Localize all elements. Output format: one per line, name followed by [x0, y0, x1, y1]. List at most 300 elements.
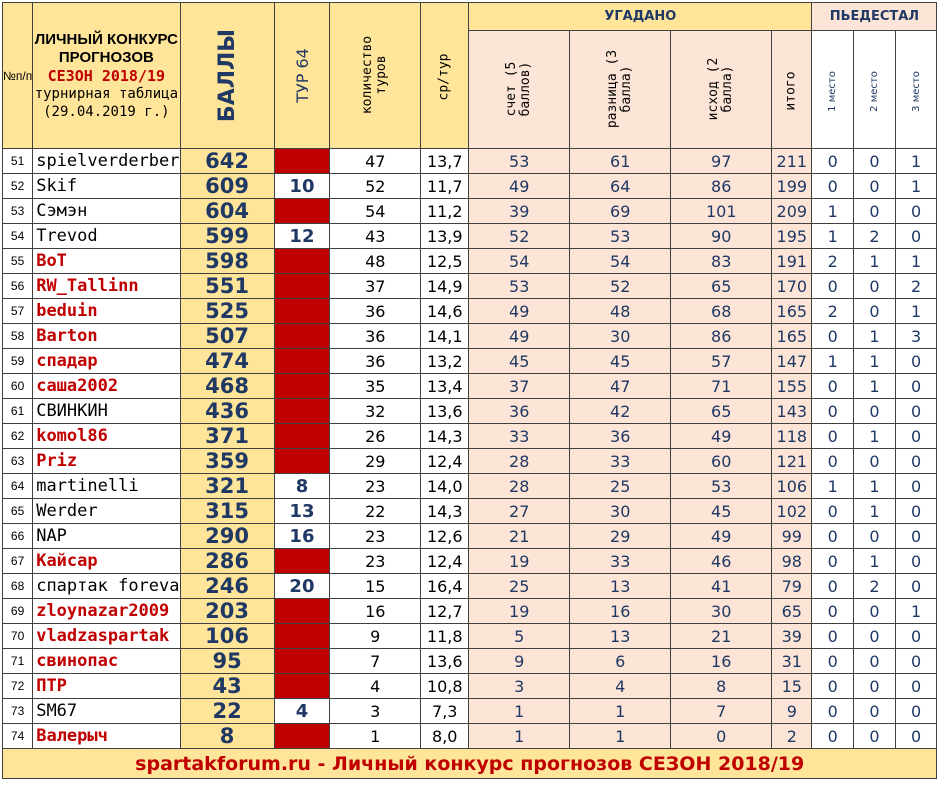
avg-header: [421, 3, 469, 149]
outcome-header: [671, 31, 772, 149]
place1-cell: 0: [812, 674, 854, 699]
tour-cell: [274, 724, 330, 749]
place3-cell: 1: [895, 599, 937, 624]
avg-cell: 11,2: [421, 199, 469, 224]
place2-cell: 1: [854, 249, 896, 274]
diff-cell: 45: [570, 349, 671, 374]
avg-cell: 13,7: [421, 149, 469, 174]
table-row: [3, 574, 937, 599]
score-cell: 19: [469, 549, 570, 574]
total-cell: 31: [772, 649, 812, 674]
outcome-cell: 83: [671, 249, 772, 274]
score-cell: 45: [469, 349, 570, 374]
place2-cell: 0: [854, 149, 896, 174]
tour-cell: [274, 624, 330, 649]
place2-cell: 0: [854, 449, 896, 474]
points-cell: 468: [180, 374, 274, 399]
place2-cell: 0: [854, 599, 896, 624]
points-header: [180, 3, 274, 149]
tours-count-header-label: количество туров: [360, 35, 390, 115]
diff-cell: 13: [570, 574, 671, 599]
place1-cell: 0: [812, 274, 854, 299]
diff-cell: 16: [570, 599, 671, 624]
total-cell: 155: [772, 374, 812, 399]
diff-cell: 4: [570, 674, 671, 699]
table-row: [3, 699, 937, 724]
outcome-cell: 60: [671, 449, 772, 474]
row-number: 64: [3, 474, 33, 499]
total-cell: 118: [772, 424, 812, 449]
total-cell: 79: [772, 574, 812, 599]
tours-count-cell: 9: [330, 624, 421, 649]
diff-cell: 29: [570, 524, 671, 549]
table-row: [3, 524, 937, 549]
row-number: 54: [3, 224, 33, 249]
place3-cell: 0: [895, 649, 937, 674]
player-name: ПТР: [33, 674, 180, 699]
tour-cell: [274, 449, 330, 474]
place2-cell: 0: [854, 199, 896, 224]
avg-cell: 14,3: [421, 424, 469, 449]
place1-cell: 1: [812, 349, 854, 374]
row-number: 67: [3, 549, 33, 574]
points-cell: 525: [180, 299, 274, 324]
player-name: свинопас: [33, 649, 180, 674]
total-cell: 170: [772, 274, 812, 299]
tour-cell: [274, 424, 330, 449]
score-cell: 1: [469, 699, 570, 724]
tour-cell: 13: [274, 499, 330, 524]
points-cell: 599: [180, 224, 274, 249]
player-name: спартак foreva: [33, 574, 180, 599]
tour-cell: [274, 249, 330, 274]
place1-cell: 1: [812, 224, 854, 249]
outcome-cell: 53: [671, 474, 772, 499]
tours-count-cell: 43: [330, 224, 421, 249]
row-number: 70: [3, 624, 33, 649]
player-name: спадар: [33, 349, 180, 374]
row-number: 52: [3, 174, 33, 199]
player-name: SM67: [33, 699, 180, 724]
tour-cell: [274, 399, 330, 424]
player-name: Валерыч: [33, 724, 180, 749]
outcome-cell: 86: [671, 174, 772, 199]
place2-cell: 1: [854, 549, 896, 574]
points-cell: 359: [180, 449, 274, 474]
tours-count-cell: 1: [330, 724, 421, 749]
avg-cell: 14,0: [421, 474, 469, 499]
avg-header-label: ср/тур: [436, 53, 452, 100]
total-cell: 143: [772, 399, 812, 424]
score-cell: 49: [469, 174, 570, 199]
avg-cell: 13,6: [421, 399, 469, 424]
diff-cell: 42: [570, 399, 671, 424]
diff-cell: 64: [570, 174, 671, 199]
row-number: 56: [3, 274, 33, 299]
place1-cell: 0: [812, 174, 854, 199]
points-cell: 642: [180, 149, 274, 174]
tour-cell: [274, 599, 330, 624]
table-row: [3, 274, 937, 299]
table-row: [3, 399, 937, 424]
outcome-cell: 65: [671, 274, 772, 299]
tour-cell: 16: [274, 524, 330, 549]
outcome-cell: 30: [671, 599, 772, 624]
total-cell: 102: [772, 499, 812, 524]
diff-header-label: разница (3 балла): [605, 49, 635, 129]
place1-cell: 0: [812, 624, 854, 649]
table-row: [3, 174, 937, 199]
num-header: №п/п: [3, 3, 33, 149]
table-row: [3, 199, 937, 224]
player-name: Werder: [33, 499, 180, 524]
score-cell: 19: [469, 599, 570, 624]
diff-cell: 13: [570, 624, 671, 649]
tours-count-cell: 7: [330, 649, 421, 674]
place2-cell: 1: [854, 474, 896, 499]
outcome-cell: 21: [671, 624, 772, 649]
place1-cell: 2: [812, 299, 854, 324]
avg-cell: 12,5: [421, 249, 469, 274]
place3-cell: 0: [895, 524, 937, 549]
tours-count-cell: 23: [330, 474, 421, 499]
tours-count-cell: 32: [330, 399, 421, 424]
place2-cell: 0: [854, 174, 896, 199]
player-name: саша2002: [33, 374, 180, 399]
diff-cell: 69: [570, 199, 671, 224]
player-name: komol86: [33, 424, 180, 449]
outcome-cell: 46: [671, 549, 772, 574]
points-cell: 290: [180, 524, 274, 549]
place3-cell: 0: [895, 374, 937, 399]
footer-banner: spartakforum.ru - Личный конкурс прогнозов СЕЗОН 2018/19: [3, 749, 937, 779]
row-number: 62: [3, 424, 33, 449]
tours-count-cell: 23: [330, 549, 421, 574]
player-name: martinelli: [33, 474, 180, 499]
row-number: 73: [3, 699, 33, 724]
points-cell: 43: [180, 674, 274, 699]
score-cell: 36: [469, 399, 570, 424]
outcome-cell: 16: [671, 649, 772, 674]
total-cell: 106: [772, 474, 812, 499]
table-row: [3, 549, 937, 574]
outcome-cell: 71: [671, 374, 772, 399]
outcome-cell: 0: [671, 724, 772, 749]
points-cell: 371: [180, 424, 274, 449]
tour-cell: [274, 349, 330, 374]
diff-cell: 52: [570, 274, 671, 299]
tours-count-cell: 23: [330, 524, 421, 549]
total-cell: 209: [772, 199, 812, 224]
outcome-cell: 7: [671, 699, 772, 724]
points-cell: 315: [180, 499, 274, 524]
tours-count-cell: 48: [330, 249, 421, 274]
avg-cell: 11,8: [421, 624, 469, 649]
outcome-cell: 90: [671, 224, 772, 249]
place1-cell: 0: [812, 574, 854, 599]
table-row: [3, 674, 937, 699]
score-cell: 39: [469, 199, 570, 224]
total-cell: 195: [772, 224, 812, 249]
place2-cell: 0: [854, 399, 896, 424]
table-row: [3, 149, 937, 174]
place2-cell: 0: [854, 524, 896, 549]
place3-cell: 0: [895, 724, 937, 749]
points-cell: 598: [180, 249, 274, 274]
player-name: RW_Tallinn: [33, 274, 180, 299]
score-cell: 1: [469, 724, 570, 749]
score-cell: 37: [469, 374, 570, 399]
title-header: [33, 3, 180, 149]
tours-count-cell: 26: [330, 424, 421, 449]
place2-cell: 1: [854, 499, 896, 524]
points-cell: 95: [180, 649, 274, 674]
table-row: [3, 474, 937, 499]
diff-cell: 47: [570, 374, 671, 399]
table-row: [3, 249, 937, 274]
place1-cell: 0: [812, 724, 854, 749]
place2-header: [854, 31, 896, 149]
outcome-cell: 97: [671, 149, 772, 174]
tour-cell: [274, 324, 330, 349]
tours-count-cell: 52: [330, 174, 421, 199]
points-cell: 604: [180, 199, 274, 224]
place1-cell: 0: [812, 374, 854, 399]
place3-cell: 0: [895, 399, 937, 424]
score-cell: 25: [469, 574, 570, 599]
avg-cell: 8,0: [421, 724, 469, 749]
score-cell: 9: [469, 649, 570, 674]
row-number: 71: [3, 649, 33, 674]
diff-cell: 54: [570, 249, 671, 274]
total-cell: 15: [772, 674, 812, 699]
place3-cell: 1: [895, 249, 937, 274]
score-cell: 53: [469, 149, 570, 174]
place1-cell: 0: [812, 449, 854, 474]
avg-cell: 13,4: [421, 374, 469, 399]
place2-cell: 2: [854, 574, 896, 599]
place3-cell: 0: [895, 624, 937, 649]
tours-count-cell: 15: [330, 574, 421, 599]
diff-cell: 30: [570, 499, 671, 524]
total-header-label: итого: [783, 70, 799, 111]
row-number: 72: [3, 674, 33, 699]
points-cell: 203: [180, 599, 274, 624]
table-row: [3, 299, 937, 324]
row-number: 60: [3, 374, 33, 399]
subtitle-line1: турнирная таблица: [34, 85, 178, 102]
place2-cell: 0: [854, 274, 896, 299]
tour-cell: [274, 299, 330, 324]
place1-cell: 0: [812, 549, 854, 574]
tours-count-cell: 36: [330, 299, 421, 324]
row-number: 69: [3, 599, 33, 624]
tours-count-cell: 29: [330, 449, 421, 474]
diff-cell: 1: [570, 724, 671, 749]
standings-table: [2, 2, 937, 779]
score-cell: 53: [469, 274, 570, 299]
table-row: [3, 324, 937, 349]
diff-cell: 6: [570, 649, 671, 674]
table-row: [3, 424, 937, 449]
outcome-cell: 49: [671, 424, 772, 449]
tour-header-label: ТУР 64: [292, 47, 312, 103]
outcome-cell: 41: [671, 574, 772, 599]
total-header: [772, 31, 812, 149]
tour-cell: [274, 649, 330, 674]
tour-cell: 20: [274, 574, 330, 599]
score-cell: 33: [469, 424, 570, 449]
place3-cell: 0: [895, 224, 937, 249]
tour-cell: 10: [274, 174, 330, 199]
points-header-label: БАЛЛЫ: [214, 28, 240, 123]
total-cell: 165: [772, 299, 812, 324]
score-cell: 54: [469, 249, 570, 274]
subtitle-line2: (29.04.2019 г.): [43, 103, 170, 120]
tours-count-cell: 37: [330, 274, 421, 299]
total-cell: 9: [772, 699, 812, 724]
score-cell: 3: [469, 674, 570, 699]
tours-count-cell: 35: [330, 374, 421, 399]
tours-count-cell: 47: [330, 149, 421, 174]
tour-cell: [274, 549, 330, 574]
place1-cell: 0: [812, 599, 854, 624]
table-row: [3, 374, 937, 399]
avg-cell: 10,8: [421, 674, 469, 699]
tours-count-cell: 36: [330, 349, 421, 374]
points-cell: 22: [180, 699, 274, 724]
outcome-cell: 65: [671, 399, 772, 424]
row-number: 59: [3, 349, 33, 374]
place1-cell: 0: [812, 524, 854, 549]
table-row: [3, 624, 937, 649]
score-cell: 49: [469, 299, 570, 324]
avg-cell: 14,9: [421, 274, 469, 299]
place3-cell: 2: [895, 274, 937, 299]
player-name: BoT: [33, 249, 180, 274]
total-cell: 39: [772, 624, 812, 649]
place2-cell: 2: [854, 224, 896, 249]
place2-cell: 1: [854, 424, 896, 449]
season-label: СЕЗОН 2018/19: [47, 66, 166, 85]
place3-cell: 0: [895, 574, 937, 599]
total-cell: 147: [772, 349, 812, 374]
place3-cell: 3: [895, 324, 937, 349]
outcome-cell: 86: [671, 324, 772, 349]
diff-cell: 33: [570, 449, 671, 474]
player-name: СВИНКИН: [33, 399, 180, 424]
place2-cell: 1: [854, 324, 896, 349]
outcome-cell: 49: [671, 524, 772, 549]
player-name: Кайсар: [33, 549, 180, 574]
table-row: [3, 349, 937, 374]
table-row: [3, 649, 937, 674]
place2-cell: 0: [854, 624, 896, 649]
points-cell: 286: [180, 549, 274, 574]
title-line1: ЛИЧНЫЙ КОНКУРС: [34, 30, 178, 48]
tour-cell: 4: [274, 699, 330, 724]
player-name: vladzaspartak: [33, 624, 180, 649]
total-cell: 65: [772, 599, 812, 624]
player-name: NAP: [33, 524, 180, 549]
avg-cell: 12,7: [421, 599, 469, 624]
table-row: [3, 599, 937, 624]
diff-cell: 61: [570, 149, 671, 174]
place1-cell: 0: [812, 499, 854, 524]
score-cell: 21: [469, 524, 570, 549]
avg-cell: 12,4: [421, 449, 469, 474]
place2-cell: 1: [854, 349, 896, 374]
total-cell: 211: [772, 149, 812, 174]
player-name: beduin: [33, 299, 180, 324]
avg-cell: 14,3: [421, 499, 469, 524]
player-name: Barton: [33, 324, 180, 349]
tours-count-cell: 4: [330, 674, 421, 699]
avg-cell: 14,6: [421, 299, 469, 324]
player-name: Priz: [33, 449, 180, 474]
place3-cell: 0: [895, 424, 937, 449]
points-cell: 436: [180, 399, 274, 424]
table-row: [3, 499, 937, 524]
points-cell: 507: [180, 324, 274, 349]
player-name: Skif: [33, 174, 180, 199]
place1-cell: 0: [812, 424, 854, 449]
place1-cell: 0: [812, 699, 854, 724]
place3-cell: 0: [895, 474, 937, 499]
avg-cell: 12,4: [421, 549, 469, 574]
place2-header-label: 2 место: [868, 70, 880, 112]
row-number: 57: [3, 299, 33, 324]
row-number: 51: [3, 149, 33, 174]
avg-cell: 7,3: [421, 699, 469, 724]
total-cell: 121: [772, 449, 812, 474]
diff-cell: 30: [570, 324, 671, 349]
score-cell: 28: [469, 474, 570, 499]
diff-cell: 53: [570, 224, 671, 249]
place1-cell: 2: [812, 249, 854, 274]
score-cell: 27: [469, 499, 570, 524]
tours-count-cell: 54: [330, 199, 421, 224]
outcome-cell: 57: [671, 349, 772, 374]
place1-cell: 1: [812, 199, 854, 224]
place1-cell: 0: [812, 649, 854, 674]
tour-cell: [274, 274, 330, 299]
place2-cell: 0: [854, 299, 896, 324]
diff-cell: 25: [570, 474, 671, 499]
place2-cell: 0: [854, 674, 896, 699]
total-cell: 98: [772, 549, 812, 574]
diff-cell: 1: [570, 699, 671, 724]
place2-cell: 0: [854, 724, 896, 749]
table-row: [3, 224, 937, 249]
row-number: 74: [3, 724, 33, 749]
table-row: [3, 724, 937, 749]
avg-cell: 13,6: [421, 649, 469, 674]
outcome-cell: 101: [671, 199, 772, 224]
place3-cell: 0: [895, 499, 937, 524]
points-cell: 474: [180, 349, 274, 374]
score-cell: 49: [469, 324, 570, 349]
place3-cell: 0: [895, 549, 937, 574]
place1-cell: 1: [812, 474, 854, 499]
place2-cell: 0: [854, 699, 896, 724]
diff-header: [570, 31, 671, 149]
avg-cell: 14,1: [421, 324, 469, 349]
points-cell: 106: [180, 624, 274, 649]
place2-cell: 0: [854, 649, 896, 674]
place3-cell: 1: [895, 149, 937, 174]
place3-cell: 0: [895, 674, 937, 699]
